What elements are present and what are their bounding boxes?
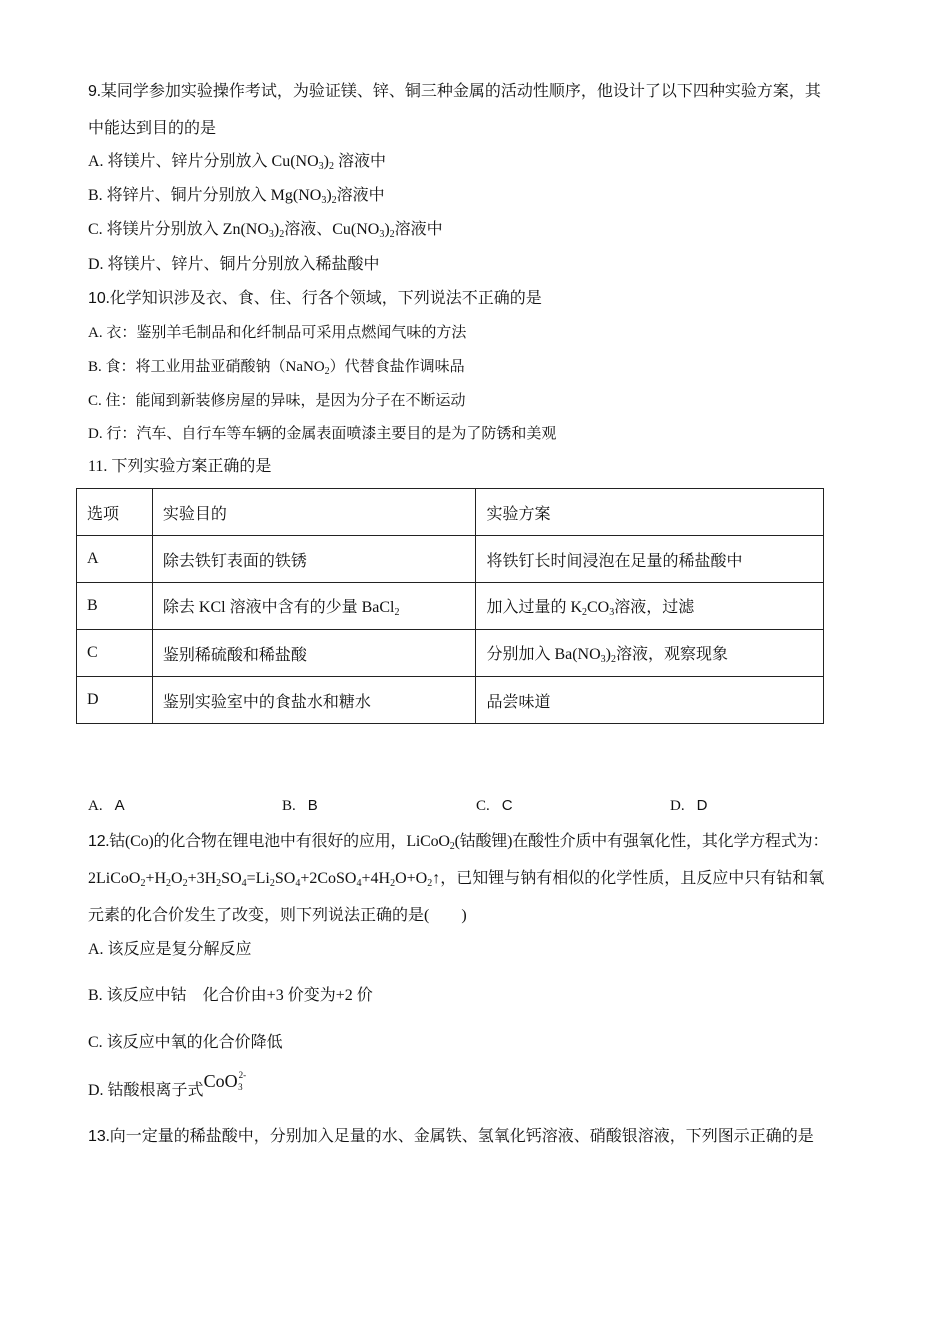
choice-value: D <box>696 797 708 814</box>
choice-label: D. <box>670 798 685 814</box>
q9-option-c <box>88 220 443 245</box>
plan-mid: CO <box>587 599 610 616</box>
header-cell: 选项 <box>77 489 153 536</box>
q12-number: 12 <box>88 833 106 850</box>
q12-option-c: C. 该反应中氧的化合价降低 <box>88 1034 283 1051</box>
goal-cell: 除去铁钉表面的铁锈 <box>152 536 476 583</box>
eq-part: 2LiCoO <box>88 870 141 887</box>
choice-value: C <box>501 797 513 814</box>
sub: 3 <box>321 195 327 206</box>
choice-label: A. <box>88 798 103 814</box>
q12-text-a: .钴(Co)的化合物在锂电池中有很好的应用，LiCoO <box>105 833 450 850</box>
q10-b-tail: ）代替食盐作调味品 <box>329 359 465 375</box>
table-header-row <box>77 489 824 536</box>
sub: 4 <box>295 878 301 889</box>
eq-part: O+O <box>395 870 428 887</box>
plan-text: 加入过量的 K <box>486 599 582 616</box>
sub: 2 <box>269 878 275 889</box>
eq-part: O <box>171 870 183 887</box>
q9-stem-line2: 中能达到目的的是 <box>88 120 217 137</box>
ion-base: CoO <box>203 1071 238 1091</box>
q12-equation-line <box>88 869 824 894</box>
option-cell: B <box>77 583 153 630</box>
q12-d-text: D. 钴酸根离子式 <box>88 1082 204 1099</box>
goal-cell: 鉴别实验室中的食盐水和糖水 <box>152 677 476 724</box>
header-cell: 实验方案 <box>476 489 824 536</box>
table-row <box>77 583 824 630</box>
q11-choice-c <box>476 797 513 815</box>
choice-label: B. <box>282 798 296 814</box>
q13-stem-text: .向一定量的稀盐酸中，分别加入足量的水、金属铁、氢氧化钙溶液、硝酸银溶液，下列图示正确的是 <box>105 1128 814 1145</box>
q9-c-tail: 溶液中 <box>394 221 443 238</box>
plan-cell <box>476 630 824 677</box>
plan-tail: 溶液，过滤 <box>614 599 695 616</box>
q11-choice-d <box>670 797 707 815</box>
choice-value: A <box>114 797 125 814</box>
option-cell: A <box>77 536 153 583</box>
sub: 3 <box>268 229 274 240</box>
paren: ) <box>273 221 280 238</box>
q10-stem <box>88 289 542 309</box>
q10-option-c: C. 住：能闻到新装修房屋的异味，是因为分子在不断运动 <box>88 393 466 409</box>
sub: 3 <box>379 229 385 240</box>
sub: 3 <box>318 161 324 172</box>
table-row <box>77 630 824 677</box>
eq-part: +4H <box>361 870 391 887</box>
q9-b-tail: 溶液中 <box>336 187 385 204</box>
sub: 2 <box>279 229 285 240</box>
table-row <box>77 677 824 724</box>
q12-option-a: A. 该反应是复分解反应 <box>88 941 252 958</box>
sub: 2 <box>449 841 455 852</box>
q9-number: 9 <box>88 83 97 100</box>
q12-text-b: (钴酸锂)在酸性介质中有强氧化性，其化学方程式为： <box>454 833 829 850</box>
paren: ) <box>384 221 390 238</box>
sub: 2 <box>329 161 334 172</box>
plan-mid: ) <box>605 646 611 663</box>
plan-text: 分别加入 Ba(NO <box>486 646 601 663</box>
goal-cell: 鉴别稀硫酸和稀盐酸 <box>152 630 476 677</box>
sub: 2 <box>216 878 222 889</box>
q9-stem-line1 <box>88 82 821 102</box>
q9-a-text: A. 将镁片、锌片分别放入 Cu(NO <box>88 153 319 170</box>
q9-b-text: B. 将锌片、铜片分别放入 Mg(NO <box>88 187 322 204</box>
sub: 2 <box>140 878 146 889</box>
eq-part: SO <box>274 870 296 887</box>
q10-number: 10 <box>88 290 106 307</box>
sub: 2 <box>166 878 172 889</box>
sub: 4 <box>241 878 247 889</box>
plan-tail: 溶液，观察现象 <box>615 646 728 663</box>
goal-cell <box>152 583 476 630</box>
goal-text: 除去 KCl 溶液中含有的少量 BaCl <box>162 599 395 616</box>
eq-part: +3H <box>187 870 217 887</box>
sub: 2 <box>331 195 337 206</box>
q11-choice-a <box>88 797 125 815</box>
q10-option-b <box>88 357 465 382</box>
option-cell: C <box>77 630 153 677</box>
sub: 4 <box>356 878 362 889</box>
q9-option-b <box>88 186 385 211</box>
eq-part: SO <box>221 870 242 887</box>
paren: ) <box>326 187 332 204</box>
sub: 2 <box>427 878 433 889</box>
q9-a-tail: 溶液中 <box>334 153 387 170</box>
sub: 2 <box>390 878 396 889</box>
q11-table <box>76 488 824 724</box>
q9-option-a <box>88 152 386 177</box>
option-cell: D <box>77 677 153 724</box>
ion-charge: 2- <box>238 1070 247 1080</box>
header-cell: 实验目的 <box>152 489 476 536</box>
q12-stem-line3: 元素的化合价发生了改变，则下列说法正确的是( ) <box>88 907 467 924</box>
q11-stem: 11. 下列实验方案正确的是 <box>88 458 272 475</box>
choice-label: C. <box>476 798 490 814</box>
cobaltate-ion-formula <box>204 1071 250 1091</box>
q10-option-a: A. 衣：鉴别羊毛制品和化纤制品可采用点燃闻气味的方法 <box>88 325 467 341</box>
eq-part: ↑，已知锂与钠有相似的化学性质，且反应中只有钴和氧 <box>432 870 825 887</box>
eq-part: +H <box>145 870 167 887</box>
q10-b-text: B. 食：将工业用盐亚硝酸钠（NaNO <box>88 359 325 375</box>
sub: 2 <box>394 607 400 618</box>
q9-c-text: C. 将镁片分别放入 Zn(NO <box>88 221 269 238</box>
sub: 2 <box>389 229 395 240</box>
q13-stem <box>88 1127 814 1147</box>
ion-subscript: 3 <box>238 1082 243 1092</box>
sub: 2 <box>182 878 188 889</box>
eq-part: +2CoSO <box>300 870 357 887</box>
q13-number: 13 <box>88 1128 106 1145</box>
eq-part: =Li <box>246 870 270 887</box>
q10-stem-text: .化学知识涉及衣、食、住、行各个领域，下列说法不正确的是 <box>105 290 542 307</box>
choice-value: B <box>307 797 318 814</box>
q9-option-d: D. 将镁片、锌片、铜片分别放入稀盐酸中 <box>88 256 380 273</box>
q12-option-d <box>88 1070 250 1102</box>
paren: ) <box>323 153 329 170</box>
q10-option-d: D. 行：汽车、自行车等车辆的金属表面喷漆主要目的是为了防锈和美观 <box>88 426 557 442</box>
q9-c-mid: 溶液、Cu(NO <box>284 221 380 238</box>
sub: 3 <box>609 607 615 618</box>
q12-stem-line1 <box>88 832 828 857</box>
q12-option-b: B. 该反应中钴 化合价由+3 价变为+2 价 <box>88 987 373 1004</box>
table-row <box>77 536 824 583</box>
sub: 2 <box>610 654 616 665</box>
plan-cell: 将铁钉长时间浸泡在足量的稀盐酸中 <box>476 536 824 583</box>
q9-stem-text: .某同学参加实验操作考试，为验证镁、锌、铜三种金属的活动性顺序，他设计了以下四种实验方案，其 <box>96 83 821 100</box>
sub: 3 <box>600 654 606 665</box>
plan-cell <box>476 583 824 630</box>
sub: 2 <box>324 366 330 377</box>
sub: 2 <box>582 607 587 618</box>
plan-cell: 品尝味道 <box>476 677 824 724</box>
q11-choice-b <box>282 797 318 815</box>
